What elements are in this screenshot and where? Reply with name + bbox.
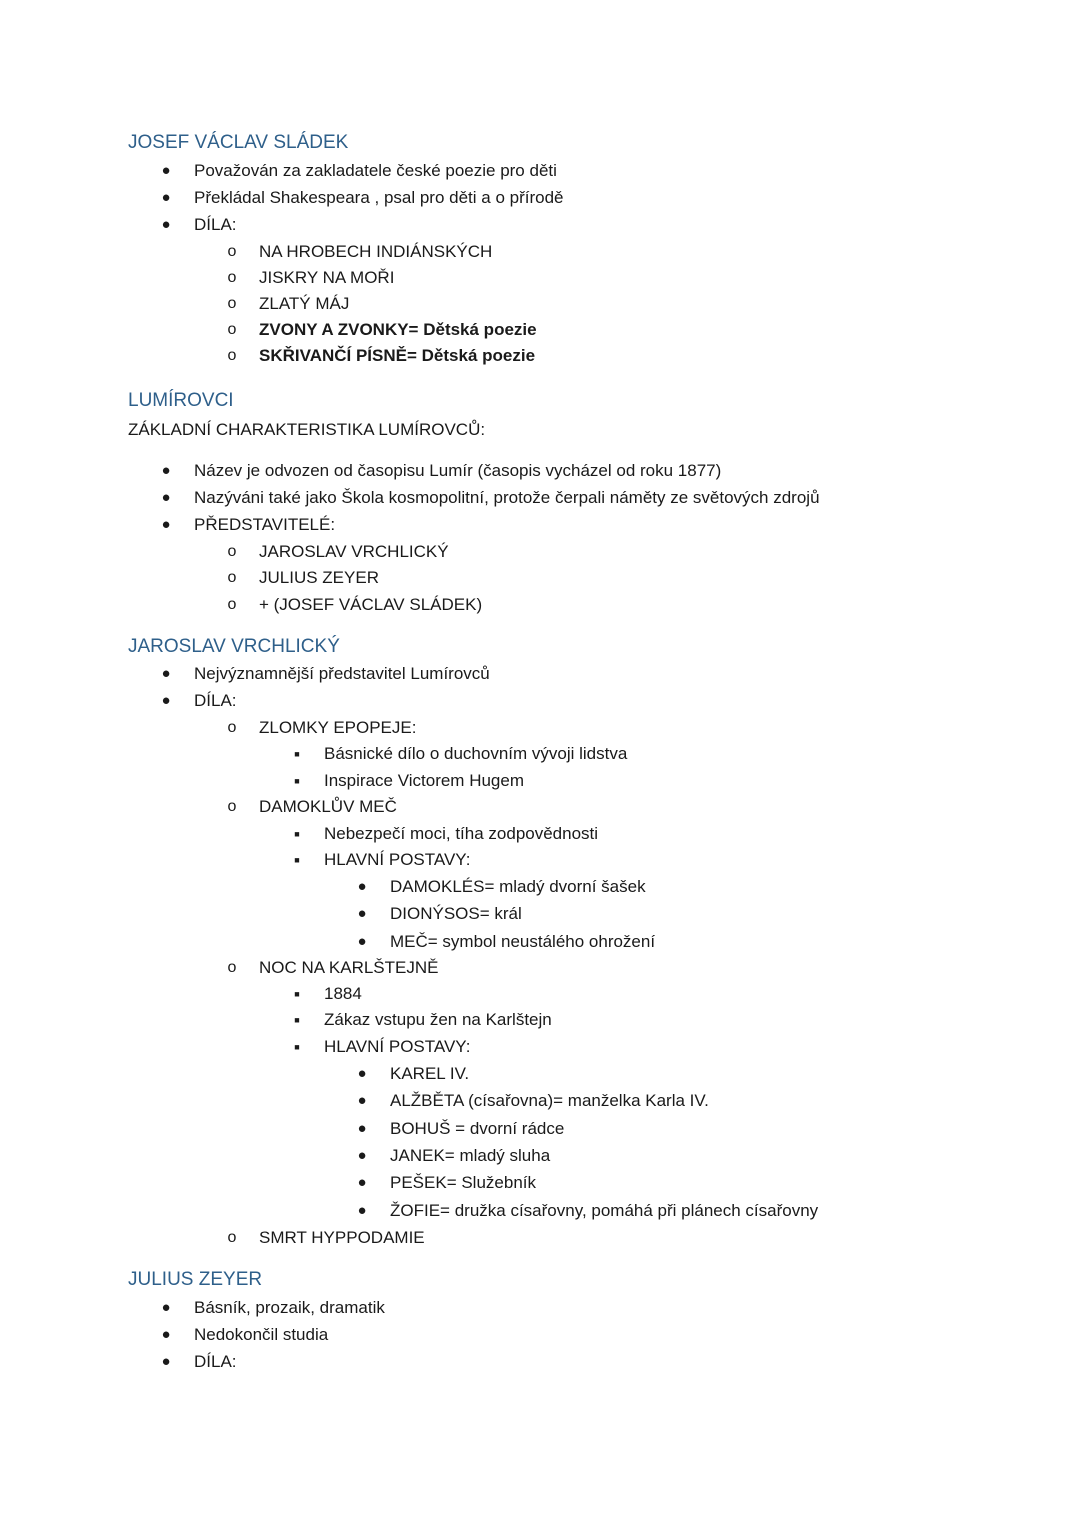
list-item-text: SMRT HYPPODAMIE [259,1228,425,1247]
list-item-text: MEČ= symbol neustálého ohrožení [390,932,656,951]
bullet-circle-icon: o [227,347,237,364]
list-item-text: Nedokončil studia [194,1325,329,1344]
bullet-circle-icon: o [227,569,237,586]
bullet-disc-icon: ● [357,1092,367,1109]
list-item-text: DAMOKLÉS= mladý dvorní šašek [390,877,646,896]
bullet-circle-icon: o [227,243,237,260]
list-item-text: DIONÝSOS= král [390,904,522,923]
bullet-disc-icon: ● [357,878,367,895]
list-item-text: Název je odvozen od časopisu Lumír (časopis vycházel od roku 1877) [194,461,722,480]
list-item-text: BOHUŠ = dvorní rádce [390,1119,565,1138]
list-item-text: SKŘIVANČÍ PÍSNĚ= Dětská poezie [259,346,536,365]
bullet-disc-icon: ● [357,1202,367,1219]
list-item-text: Nazýváni také jako Škola kosmopolitní, protože čerpali náměty ze světových zdrojů [194,488,820,507]
list-item-text: Básnické dílo o duchovním vývoji lidstva [324,744,628,763]
bullet-disc-icon: ● [161,1326,171,1343]
list-item-text: HLAVNÍ POSTAVY: [324,1037,471,1056]
list-item-text: PŘEDSTAVITELÉ: [194,515,336,534]
list-item-text: JANEK= mladý sluha [390,1146,551,1165]
bullet-disc-icon: ● [357,1065,367,1082]
bullet-disc-icon: ● [161,692,171,709]
bullet-disc-icon: ● [161,162,171,179]
list-item-text: KAREL IV. [390,1064,470,1083]
bullet-disc-icon: ● [357,933,367,950]
list-item-text: ZLOMKY EPOPEJE: [259,718,417,737]
subheading-characteristics: ZÁKLADNÍ CHARAKTERISTIKA LUMÍROVCŮ: [128,420,486,439]
bullet-disc-icon: ● [161,462,171,479]
bullet-circle-icon: o [227,719,237,736]
list-item-text: DÍLA: [194,1352,237,1371]
list-item-text: + (JOSEF VÁCLAV SLÁDEK) [259,595,483,614]
bullet-disc-icon: ● [161,189,171,206]
bullet-circle-icon: o [227,295,237,312]
list-item-text: Nejvýznamnější představitel Lumírovců [194,664,490,683]
bullet-square-icon: ■ [294,1042,300,1052]
bullet-square-icon: ■ [294,749,300,759]
bullet-disc-icon: ● [357,1147,367,1164]
list-item-text: PEŠEK= Služebník [390,1173,537,1192]
list-item-text: JISKRY NA MOŘI [259,268,395,287]
bullet-circle-icon: o [227,1229,237,1246]
list-item-text: DÍLA: [194,691,237,710]
list-item-text: NOC NA KARLŠTEJNĚ [259,958,439,977]
bullet-disc-icon: ● [357,905,367,922]
list-item-text: JAROSLAV VRCHLICKÝ [259,542,449,561]
list-item-text: ŽOFIE= družka císařovny, pomáhá při plánech císařovny [390,1201,819,1220]
list-item-text: ZVONY A ZVONKY= Dětská poezie [259,320,537,339]
list-item-text: HLAVNÍ POSTAVY: [324,850,471,869]
list-item-text: JULIUS ZEYER [259,568,379,587]
bullet-disc-icon: ● [161,665,171,682]
list-item-text: Zákaz vstupu žen na Karlštejn [324,1010,552,1029]
list-item-text: DAMOKLŮV MEČ [259,797,397,816]
list-item-text: ZLATÝ MÁJ [259,294,350,313]
list-item-text: 1884 [324,984,362,1003]
bullet-circle-icon: o [227,321,237,338]
bullet-circle-icon: o [227,798,237,815]
list-item-text: Básník, prozaik, dramatik [194,1298,385,1317]
bullet-square-icon: ■ [294,989,300,999]
bullet-disc-icon: ● [357,1120,367,1137]
bullet-square-icon: ■ [294,776,300,786]
bullet-disc-icon: ● [161,516,171,533]
bullet-circle-icon: o [227,269,237,286]
heading-zeyer: JULIUS ZEYER [128,1269,263,1290]
bullet-disc-icon: ● [161,216,171,233]
bullet-circle-icon: o [227,959,237,976]
list-item-text: Inspirace Victorem Hugem [324,771,524,790]
bullet-square-icon: ■ [294,829,300,839]
bullet-disc-icon: ● [161,1353,171,1370]
bullet-disc-icon: ● [357,1174,367,1191]
bullet-circle-icon: o [227,596,237,613]
bullet-disc-icon: ● [161,489,171,506]
list-item-text: NA HROBECH INDIÁNSKÝCH [259,242,493,261]
bullet-square-icon: ■ [294,855,300,865]
heading-sladek: JOSEF VÁCLAV SLÁDEK [128,132,349,153]
heading-lumirovci: LUMÍROVCI [128,390,234,411]
bullet-square-icon: ■ [294,1015,300,1025]
bullet-disc-icon: ● [161,1299,171,1316]
list-item-text: Nebezpečí moci, tíha zodpovědnosti [324,824,599,843]
list-item-text: Považován za zakladatele české poezie pro děti [194,161,557,180]
list-item-text: Překládal Shakespeara , psal pro děti a o přírodě [194,188,564,207]
heading-vrchlicky: JAROSLAV VRCHLICKÝ [128,636,340,657]
list-item-text: DÍLA: [194,215,237,234]
bullet-circle-icon: o [227,543,237,560]
list-item-text: ALŽBĚTA (císařovna)= manželka Karla IV. [390,1091,709,1110]
